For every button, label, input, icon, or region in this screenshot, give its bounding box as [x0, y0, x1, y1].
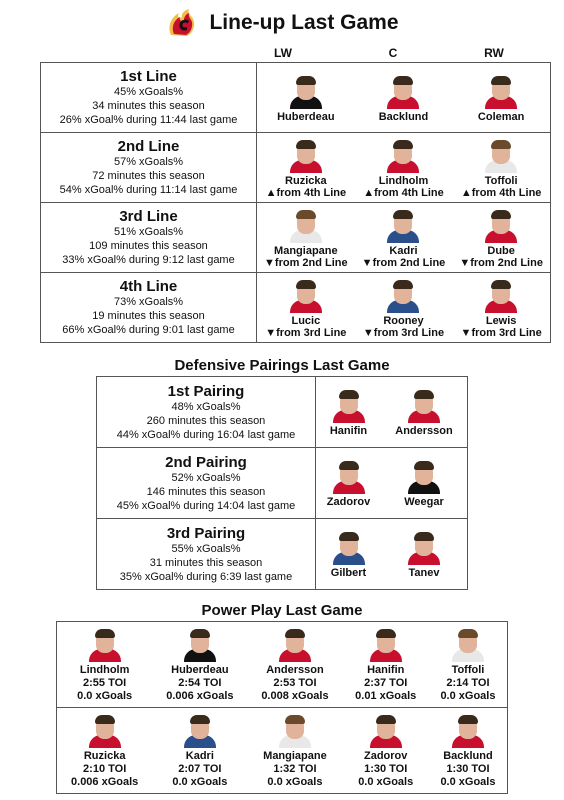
line-xgoals: 51% xGoals% [113, 226, 184, 238]
line-name: 3rd Line [119, 208, 178, 225]
pair-name: 3rd Pairing [166, 524, 246, 542]
pair-last-game: 45% xGoal% during 14:04 last game [116, 499, 296, 512]
player-cell [381, 519, 468, 590]
player-cell [316, 519, 382, 590]
defense-pair-row [97, 519, 468, 590]
page-title: Line-up Last Game [209, 11, 399, 34]
player [379, 73, 429, 123]
pair-minutes: 260 minutes this season [146, 414, 266, 427]
player [406, 529, 442, 579]
powerplay-row [57, 708, 508, 794]
player-cell [355, 203, 453, 273]
powerplay-row [57, 622, 508, 708]
defense-pair-row [97, 448, 468, 519]
arrow-up-icon: ▲ [460, 186, 472, 199]
player-cell [257, 63, 355, 133]
player-headshot [385, 137, 421, 173]
player-name: Backlund [443, 750, 493, 762]
move-label: from 4th Line [471, 186, 542, 199]
line-xgoals: 45% xGoals% [113, 86, 184, 98]
pair-last-game: 44% xGoal% during 16:04 last game [116, 428, 296, 441]
line-name: 2nd Line [117, 138, 180, 155]
move-label: from 2nd Line [470, 256, 543, 269]
arrow-up-icon: ▲ [363, 186, 375, 199]
arrow-down-icon: ▼ [460, 326, 472, 339]
line-minutes: 34 minutes this season [92, 100, 205, 112]
player-headshot [182, 712, 218, 748]
player-xgoals: 0.0 xGoals [172, 776, 228, 788]
player [461, 137, 542, 199]
player-xgoals: 0.008 xGoals [261, 690, 329, 702]
powerplay-cell [152, 622, 247, 708]
player-name: Toffoli [451, 664, 485, 676]
arrow-down-icon: ▼ [265, 326, 277, 339]
player-name: Ruzicka [285, 174, 327, 187]
player [478, 73, 524, 123]
player [327, 458, 370, 508]
player [362, 207, 446, 269]
player-toi: 1:32 TOI [273, 763, 317, 775]
arrow-down-icon: ▼ [459, 256, 471, 269]
player-headshot [450, 712, 486, 748]
line-info [41, 63, 257, 133]
forward-line-row [41, 63, 551, 133]
player-headshot [277, 712, 313, 748]
player-headshot [406, 458, 442, 494]
arrow-down-icon: ▼ [362, 326, 374, 339]
player [331, 529, 367, 579]
forward-line-row [41, 203, 551, 273]
move-label: from 3rd Line [373, 326, 445, 339]
player-move [461, 187, 542, 199]
player [265, 277, 346, 339]
powerplay-cell [429, 622, 508, 708]
player [166, 626, 233, 703]
player-name: Hanifin [329, 425, 368, 437]
player-headshot [288, 137, 324, 173]
player-name: Zadorov [364, 750, 408, 762]
line-name: 1st Line [120, 68, 177, 85]
player-toi: 2:55 TOI [83, 677, 127, 689]
col-header-c: C [388, 46, 398, 60]
line-last-game: 33% xGoal% during 9:12 last game [62, 254, 235, 266]
powerplay-cell [429, 708, 508, 794]
arrow-down-icon: ▼ [264, 256, 275, 269]
player-cell [316, 448, 382, 519]
move-label: from 3rd Line [276, 326, 347, 339]
pair-info [97, 519, 316, 590]
player-headshot [483, 207, 519, 243]
line-minutes: 109 minutes this season [89, 240, 208, 252]
col-header-rw: RW [484, 46, 504, 60]
player-cell [257, 133, 355, 203]
player [363, 137, 444, 199]
player-cell [452, 133, 550, 203]
player [71, 712, 138, 789]
player-headshot [385, 207, 421, 243]
player [261, 626, 328, 703]
player-cell [257, 273, 355, 343]
player-name: Mangiapane [263, 750, 327, 762]
pair-minutes: 146 minutes this season [146, 485, 266, 498]
defense-title: Defensive Pairings Last Game [174, 357, 390, 374]
player-name: Tanev [408, 567, 440, 579]
player-headshot [385, 277, 421, 313]
player-name: Coleman [477, 110, 525, 123]
player-toi: 2:53 TOI [273, 677, 317, 689]
move-label: from 4th Line [374, 186, 444, 199]
player-headshot [331, 387, 367, 423]
pair-xgoals: 48% xGoals% [171, 400, 241, 413]
player-name: Lewis [485, 314, 517, 327]
player-headshot [331, 458, 367, 494]
player-toi: 2:54 TOI [178, 677, 222, 689]
line-name: 4th Line [119, 278, 178, 295]
powerplay-table [56, 621, 508, 794]
player-toi: 2:14 TOI [446, 677, 490, 689]
player-move [363, 327, 444, 339]
pair-name: 1st Pairing [167, 382, 245, 400]
line-xgoals: 73% xGoals% [113, 296, 184, 308]
player [277, 73, 334, 123]
player-cell [381, 377, 468, 448]
player-move [266, 187, 347, 199]
player [440, 626, 495, 703]
forward-line-row [41, 133, 551, 203]
player-name: Ruzicka [83, 750, 126, 762]
player [459, 207, 543, 269]
player-move [461, 327, 542, 339]
player-xgoals: 0.006 xGoals [166, 690, 234, 702]
powerplay-cell [247, 622, 342, 708]
player-name: Gilbert [330, 567, 367, 579]
powerplay-cell [57, 622, 153, 708]
player-name: Mangiapane [274, 244, 338, 257]
player-toi: 2:37 TOI [364, 677, 408, 689]
line-last-game: 54% xGoal% during 11:14 last game [59, 184, 238, 196]
player-headshot [368, 626, 404, 662]
player-name: Dube [487, 244, 515, 257]
powerplay-cell [247, 708, 342, 794]
header [0, 6, 564, 40]
pair-name: 2nd Pairing [165, 453, 247, 471]
player-name: Weegar [404, 496, 444, 508]
player-name: Kadri [389, 244, 418, 257]
player-name: Huberdeau [171, 664, 229, 676]
player-name: Toffoli [484, 174, 518, 187]
player [264, 207, 348, 269]
player [330, 387, 367, 437]
player [77, 626, 132, 703]
player-name: Huberdeau [277, 110, 335, 123]
arrow-down-icon: ▼ [361, 256, 373, 269]
line-info [41, 203, 257, 273]
player-name: Hanifin [367, 664, 405, 676]
powerplay-cell [343, 708, 429, 794]
player-headshot [87, 712, 123, 748]
player-headshot [331, 529, 367, 565]
pair-xgoals: 52% xGoals% [171, 471, 241, 484]
powerplay-cell [57, 708, 153, 794]
line-info [41, 273, 257, 343]
player-name: Lindholm [79, 664, 130, 676]
player-name: Backlund [378, 110, 429, 123]
player [440, 712, 495, 789]
line-last-game: 66% xGoal% during 9:01 last game [62, 324, 235, 336]
player-cell [355, 133, 453, 203]
player-name: Lucic [291, 314, 321, 327]
player-headshot [483, 73, 519, 109]
player-move [264, 257, 348, 269]
forward-line-row [41, 273, 551, 343]
player [263, 712, 327, 789]
move-label: from 4th Line [276, 186, 347, 199]
player-headshot [385, 73, 421, 109]
col-header-lw: LW [274, 46, 292, 60]
player-name: Rooney [383, 314, 424, 327]
player-move [363, 187, 444, 199]
player-cell [316, 377, 382, 448]
player-toi: 2:10 TOI [83, 763, 127, 775]
player-headshot [182, 626, 218, 662]
player-headshot [288, 73, 324, 109]
player-headshot [368, 712, 404, 748]
player [172, 712, 227, 789]
player-headshot [277, 626, 313, 662]
player [355, 626, 416, 703]
player-headshot [87, 626, 123, 662]
player-xgoals: 0.006 xGoals [71, 776, 139, 788]
player-name: Andersson [395, 425, 453, 437]
player-cell [452, 63, 550, 133]
player-name: Zadorov [326, 496, 371, 508]
move-label: from 3rd Line [471, 326, 542, 339]
player-move [362, 257, 446, 269]
player-headshot [483, 137, 519, 173]
player-name: Andersson [266, 664, 324, 676]
player-xgoals: 0.0 xGoals [77, 690, 133, 702]
line-xgoals: 57% xGoals% [113, 156, 184, 168]
pair-xgoals: 55% xGoals% [171, 542, 241, 555]
player-headshot [406, 529, 442, 565]
pair-info [97, 377, 316, 448]
player-toi: 1:30 TOI [364, 763, 408, 775]
powerplay-cell [152, 708, 247, 794]
player [266, 137, 347, 199]
player-headshot [483, 277, 519, 313]
player-xgoals: 0.01 xGoals [355, 690, 417, 702]
player-xgoals: 0.0 xGoals [267, 776, 323, 788]
player [404, 458, 444, 508]
player-cell [257, 203, 355, 273]
pair-last-game: 35% xGoal% during 6:39 last game [119, 570, 293, 583]
pair-minutes: 31 minutes this season [149, 556, 263, 569]
player-cell [355, 63, 453, 133]
player-name: Lindholm [378, 174, 429, 187]
player-toi: 2:07 TOI [178, 763, 222, 775]
player [358, 712, 413, 789]
flames-logo-icon [165, 7, 199, 39]
move-label: from 2nd Line [274, 256, 348, 269]
line-minutes: 19 minutes this season [92, 310, 205, 322]
pair-info [97, 448, 316, 519]
arrow-up-icon: ▲ [265, 186, 277, 199]
player [363, 277, 444, 339]
move-label: from 2nd Line [372, 256, 446, 269]
player-headshot [406, 387, 442, 423]
player-headshot [450, 626, 486, 662]
player-xgoals: 0.0 xGoals [440, 776, 496, 788]
line-info [41, 133, 257, 203]
line-last-game: 26% xGoal% during 11:44 last game [59, 114, 238, 126]
defense-pair-row [97, 377, 468, 448]
forward-lines-table [40, 62, 551, 343]
player-cell [452, 203, 550, 273]
player-headshot [288, 207, 324, 243]
player-xgoals: 0.0 xGoals [440, 690, 496, 702]
player-xgoals: 0.0 xGoals [358, 776, 414, 788]
player [395, 387, 452, 437]
powerplay-cell [343, 622, 429, 708]
player-cell [452, 273, 550, 343]
defense-pairings-table [96, 376, 468, 590]
player-cell [355, 273, 453, 343]
player-cell [381, 448, 468, 519]
player-headshot [288, 277, 324, 313]
player-move [459, 257, 543, 269]
player-name: Kadri [185, 750, 214, 762]
powerplay-title: Power Play Last Game [201, 602, 363, 619]
player-move [265, 327, 346, 339]
player [461, 277, 542, 339]
line-minutes: 72 minutes this season [92, 170, 205, 182]
player-toi: 1:30 TOI [446, 763, 490, 775]
